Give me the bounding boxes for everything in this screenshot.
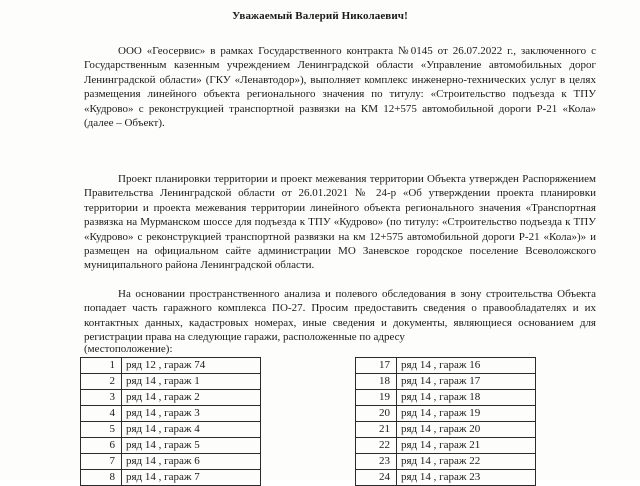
garage-desc: ряд 14 , гараж 19	[397, 406, 536, 422]
table-row	[356, 470, 536, 486]
garage-desc: ряд 14 , гараж 16	[397, 358, 536, 374]
row-number: 19	[356, 390, 397, 406]
table-row	[81, 470, 261, 486]
table-row	[356, 406, 536, 422]
row-number: 8	[81, 470, 122, 486]
garage-desc: ряд 14 , гараж 1	[122, 374, 261, 390]
letter-greeting: Уважаемый Валерий Николаевич!	[232, 10, 408, 22]
garages-table-right	[355, 357, 536, 486]
paragraph-1-text: ООО «Геосервис» в рамках Государственного контракта №0145 от 26.07.2022 г., заключенного с Государственным казенным учреждением Ленинградской области «Управление автомобильных дорог Ленинградской области» (ГКУ «Ленавтодор»), выполняет комплекс инженерно-технических услуг в целях размещения линейного объекта регионального значения по титулу: «Строительство подъезда к ТПУ «Кудрово» с реконструкцией транспортной развязки на КМ 12+575 автомобильной дороги Р-21 «Кола» (далее – Объект).	[84, 45, 596, 130]
letter-paragraph-3	[84, 287, 596, 345]
row-number: 20	[356, 406, 397, 422]
garage-desc: ряд 14 , гараж 22	[397, 454, 536, 470]
garage-desc: ряд 14 , гараж 3	[122, 406, 261, 422]
row-number: 3	[81, 390, 122, 406]
garage-desc: ряд 14 , гараж 18	[397, 390, 536, 406]
letter-paragraph-1	[84, 44, 596, 130]
row-number: 1	[81, 358, 122, 374]
table-row	[81, 406, 261, 422]
garages-table-left	[80, 357, 261, 486]
row-number: 17	[356, 358, 397, 374]
garage-desc: ряд 14 , гараж 4	[122, 422, 261, 438]
garage-desc: ряд 14 , гараж 6	[122, 454, 261, 470]
garage-desc: ряд 14 , гараж 23	[397, 470, 536, 486]
table-row	[356, 438, 536, 454]
row-number: 4	[81, 406, 122, 422]
garage-desc: ряд 12 , гараж 74	[122, 358, 261, 374]
table-row	[81, 422, 261, 438]
row-number: 22	[356, 438, 397, 454]
table-row	[81, 454, 261, 470]
table-row	[356, 454, 536, 470]
row-number: 18	[356, 374, 397, 390]
table-row	[356, 358, 536, 374]
table-row	[81, 358, 261, 374]
table-row	[81, 374, 261, 390]
letter-paragraph-2	[84, 172, 596, 273]
table-row	[81, 390, 261, 406]
row-number: 21	[356, 422, 397, 438]
garage-desc: ряд 14 , гараж 7	[122, 470, 261, 486]
table-row	[356, 390, 536, 406]
row-number: 23	[356, 454, 397, 470]
table-row	[81, 438, 261, 454]
row-number: 5	[81, 422, 122, 438]
table-row	[356, 374, 536, 390]
row-number: 7	[81, 454, 122, 470]
paragraph-3-text: На основании пространственного анализа и полевого обследования в зону строительства Объекта попадает часть гаражного комплекса ПО-27. Просим предоставить сведения о правообладателях и их контактных данных, кадастровых номерах, иные сведения и документы, являющиеся основанием для регистрации права на следующие гаражи, расположенные по адресу	[84, 288, 596, 344]
garage-desc: ряд 14 , гараж 17	[397, 374, 536, 390]
garage-desc: ряд 14 , гараж 20	[397, 422, 536, 438]
paragraph-2-text: Проект планировки территории и проект межевания территории Объекта утвержден Распоряжением Правительства Ленинградской области от 26.01.2021 № 24-р «Об утверждении проекта планировки территории и проекта межевания территории линейного объекта регионального значения «Транспортная развязка на Мурманском шоссе для подъезда к ТПУ «Кудрово» (по титулу: «Строительство подъезда к ТПУ «Кудрово» с реконструкцией транспортной развязки на км 12+575 автомобильной дороги Р-21 «Кола»)» и размещен на официальном сайте администрации МО Заневское городское поселение Всеволожского муниципального района Ленинградской области.	[84, 173, 596, 272]
garage-desc: ряд 14 , гараж 2	[122, 390, 261, 406]
garage-desc: ряд 14 , гараж 5	[122, 438, 261, 454]
garage-desc: ряд 14 , гараж 21	[397, 438, 536, 454]
table-row	[356, 422, 536, 438]
row-number: 24	[356, 470, 397, 486]
row-number: 6	[81, 438, 122, 454]
row-number: 2	[81, 374, 122, 390]
location-line: (местоположение):	[84, 343, 173, 355]
